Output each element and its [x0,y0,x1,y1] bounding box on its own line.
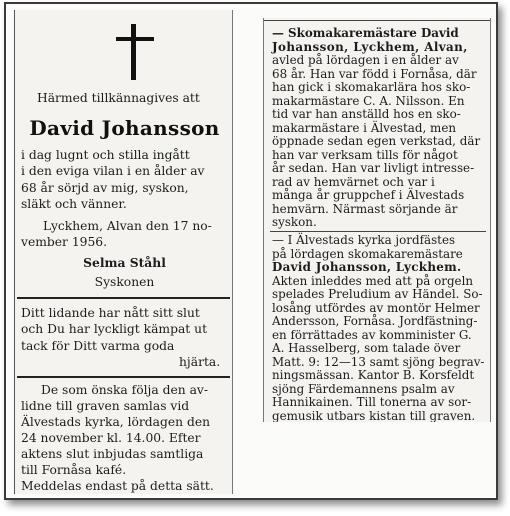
paragraph-divider [270,231,486,232]
news-article-clipping [263,18,491,422]
article-line: — I Älvestads kyrka jordfästes [272,233,456,247]
funeral-line: De som önska följa den av- [41,383,209,397]
article-line: syskon. [272,215,317,229]
article-line: Hannikainen. Till tonerna av sor- [272,395,472,409]
funeral-line: till Fornåsa kafé. [21,463,127,477]
article-line: spelades Preludium av Händel. So- [272,287,483,301]
article-line: A. Hasselberg, som talade över [272,341,461,355]
article-line: sjöng Färdemannens psalm av [272,381,455,396]
verse-line: tack för Ditt varma goda [21,339,175,353]
article-line: 68 år. Han var född i Fornåsa, där [272,66,477,81]
funeral-line: Meddelas endast på detta sätt. [21,479,214,493]
latin-cross-icon [116,24,154,80]
notice-body-line: 68 år sörjd av mig, syskon, [21,181,189,195]
article-line: — Skomakaremästare David [272,26,459,40]
article-line: Akten inleddes med att på orgeln [272,273,474,288]
notice-body-line: i den eviga vilan i en ålder av [21,164,205,178]
article-line: år sedan. Han var livligt intresse- [272,161,475,175]
section-divider [17,297,230,299]
article-line: tid var han anställd hos en sko- [272,107,461,121]
clipping-frame [4,2,498,500]
article-line: makarmästare C. A. Nilsson. En [272,93,465,108]
notice-place-line: Lyckhem, Alvan den 17 no- [43,219,212,233]
article-line: hemvärn. Närmast sörjande är [272,201,458,216]
article-line: rad av hemvärnet och var i [272,174,435,189]
article-line: på lördagen skomakaremästare [272,246,463,261]
verse-line: Ditt lidande har nått sitt slut [21,306,200,320]
article-line: losång utfördes av montör Helmer [272,300,480,315]
article-line: makarmästare i Älvestad, men [272,120,457,135]
article-line: han gick i skomakarlära hos sko- [272,80,471,94]
article-line: Johansson, Lyckhem, Alvan, [272,39,468,54]
funeral-line: Älvestads kyrka, lördagen den [21,415,211,429]
article-line: Matt. 9: 12—13 samt sjöng begrav- [272,354,485,369]
deceased-name: David Johansson [29,116,220,140]
death-notice-clipping [14,10,233,494]
funeral-line: lidne till graven samlas vid [21,399,190,413]
notice-place-line: vember 1956. [21,235,108,249]
funeral-line: aktens slut inbjudas samtliga [21,447,204,461]
notice-body-line: i dag lugnt och stilla ingått [21,148,190,162]
article-line: han var verksam tills för något [272,147,458,162]
notice-body-line: släkt och vänner. [21,197,127,211]
notice-intro: Härmed tillkännagives att [37,91,200,105]
article-line: David Johansson, Lyckhem. [272,260,462,274]
article-line: öppnade sedan egen verkstad, där [272,134,481,148]
clipping-edge [264,20,491,21]
article-line: en förrättades av komminister G. [272,327,472,342]
article-line: gemusik utbars kistan till graven. [272,408,476,422]
article-line: Andersson, Fornåsa. Jordfästning- [272,314,478,328]
verse-line: och Du har lyckligt kämpat ut [21,322,208,336]
article-line: många år gruppchef i Älvestads [272,188,465,202]
signer-family: Syskonen [94,275,155,289]
section-divider [17,376,230,378]
article-line: avled på lördagen i en ålder av [272,53,459,67]
signer-name: Selma Ståhl [83,255,166,270]
verse-line: hjärta. [179,355,221,369]
article-line: ningsmässan. Kantor B. Korsfeldt [272,368,475,382]
funeral-line: 24 november kl. 14.00. Efter [21,431,201,445]
